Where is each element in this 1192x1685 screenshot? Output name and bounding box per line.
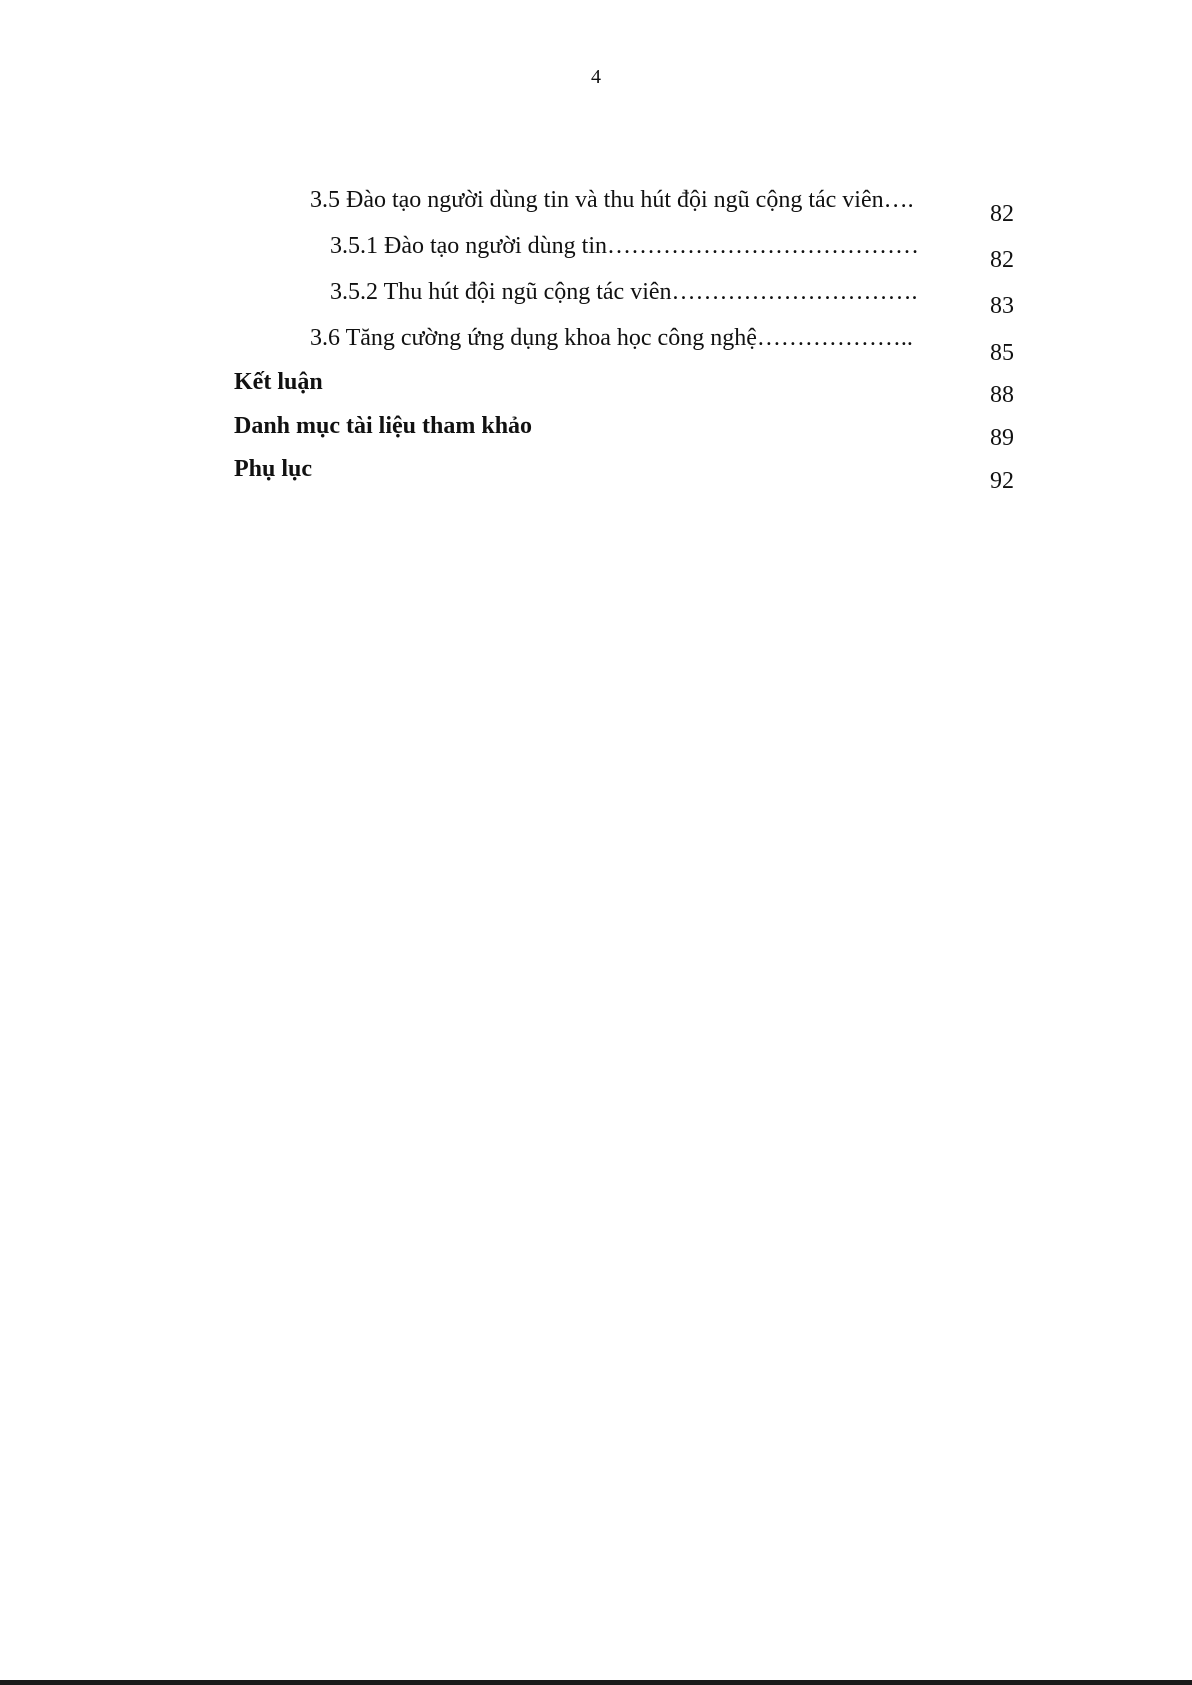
toc-entry-text: Danh mục tài liệu tham khảo [234, 413, 533, 439]
toc-entry-page: 83 [990, 293, 1014, 319]
toc-entry-danh-muc [234, 412, 532, 440]
toc-entry-page: 82 [990, 201, 1014, 227]
toc-entry-page: 88 [990, 382, 1014, 408]
toc-entry-text: 3.5.2 Thu hút đội ngũ cộng tác viên…………………………. [330, 279, 918, 305]
toc-entry-page: 85 [990, 340, 1014, 366]
toc-entry-text: 3.6 Tăng cường ứng dụng khoa học công nghệ……………….. [310, 325, 913, 351]
bottom-rule [0, 1680, 1192, 1685]
toc-entry-text: Phụ lục [234, 456, 313, 482]
toc-entry-3-5 [310, 186, 914, 214]
toc-entry-ket-luan [234, 368, 323, 396]
toc-entry-page: 82 [990, 247, 1014, 273]
toc-entry-text: 3.5.1 Đào tạo người dùng tin………………………………… [330, 233, 920, 259]
toc-entry-3-6 [310, 324, 913, 352]
toc-entry-text: 3.5 Đào tạo người dùng tin và thu hút đội ngũ cộng tác viên…. [310, 187, 914, 213]
toc-entry-3-5-2 [330, 278, 918, 306]
toc-entry-text: Kết luận [234, 369, 323, 395]
toc-entry-page: 92 [990, 468, 1014, 494]
toc-entry-3-5-1 [330, 232, 919, 260]
page-number: 4 [591, 66, 601, 88]
toc-entry-page: 89 [990, 425, 1014, 451]
toc-entry-phu-luc [234, 455, 312, 483]
